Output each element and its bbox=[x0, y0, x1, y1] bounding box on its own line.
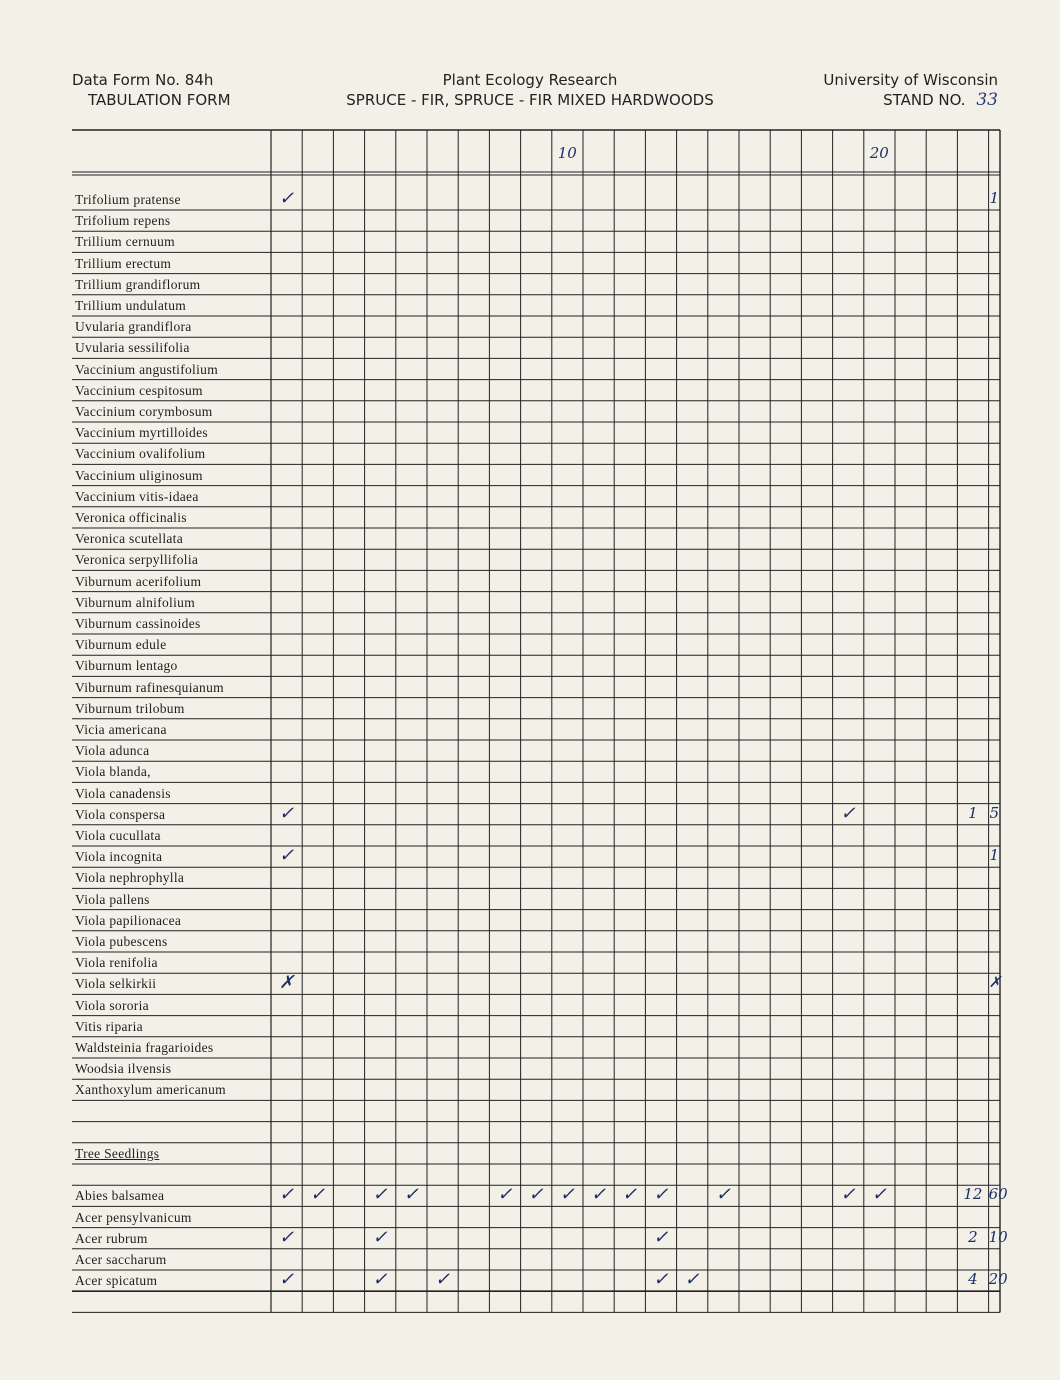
tally-check-mark: ✓ bbox=[310, 1184, 326, 1206]
species-label: Vicia americana bbox=[75, 722, 167, 737]
tally-check-mark: ✓ bbox=[278, 1269, 295, 1291]
tally-check-mark: ✗ bbox=[278, 972, 295, 994]
species-label: Viburnum edule bbox=[75, 637, 167, 653]
species-label: Vaccinium cespitosum bbox=[75, 382, 203, 398]
frequency-total: 60 bbox=[988, 1185, 1008, 1204]
species-label: Tree Seedlings bbox=[75, 1146, 160, 1161]
species-label: Acer saccharum bbox=[75, 1252, 167, 1267]
species-label: Veronica officinalis bbox=[75, 510, 187, 525]
tally-check-mark: ✓ bbox=[278, 1226, 295, 1248]
species-label: Viburnum alnifolium bbox=[75, 594, 196, 610]
species-label: Waldsteinia fragarioides bbox=[75, 1040, 214, 1055]
column-number-marker: 20 bbox=[869, 144, 889, 162]
frequency-total: 1 bbox=[989, 189, 1000, 207]
frequency-count: 12 bbox=[963, 1185, 983, 1204]
species-label: Abies balsamea bbox=[75, 1188, 165, 1204]
tally-check-mark: ✓ bbox=[871, 1184, 887, 1206]
tally-check-mark: ✓ bbox=[497, 1184, 513, 1206]
frequency-count: 1 bbox=[968, 803, 978, 822]
column-number-marker: 10 bbox=[557, 144, 577, 162]
species-label: Trillium undulatum bbox=[75, 298, 187, 313]
species-label: Viola renifolia bbox=[75, 955, 158, 971]
frequency-count: 4 bbox=[968, 1270, 978, 1289]
species-label: Viburnum lentago bbox=[75, 658, 178, 674]
species-label: Viola papilionacea bbox=[75, 912, 182, 928]
species-label: Veronica serpyllifolia bbox=[75, 552, 199, 568]
tally-check-mark: ✓ bbox=[840, 1184, 856, 1206]
stand-value: 33 bbox=[976, 90, 998, 110]
species-label: Viburnum acerifolium bbox=[75, 573, 202, 589]
tally-check-mark: ✓ bbox=[653, 1226, 669, 1248]
frequency-total: 5 bbox=[989, 803, 1000, 822]
species-label: Uvularia grandiflora bbox=[75, 319, 192, 335]
species-label: Trifolium pratense bbox=[75, 192, 181, 207]
frequency-total: ✗ bbox=[988, 973, 1002, 992]
tally-check-mark: ✓ bbox=[840, 802, 856, 824]
species-label: Vaccinium angustifolium bbox=[75, 361, 219, 377]
species-label: Woodsia ilvensis bbox=[75, 1061, 172, 1077]
species-label: Acer rubrum bbox=[75, 1230, 148, 1246]
species-label: Trifolium repens bbox=[75, 213, 171, 229]
tally-check-mark: ✓ bbox=[434, 1269, 451, 1291]
form-title: TABULATION FORM bbox=[88, 91, 231, 109]
tally-check-mark: ✓ bbox=[528, 1184, 544, 1206]
species-label: Xanthoxylum americanum bbox=[75, 1082, 226, 1098]
tally-check-mark: ✓ bbox=[278, 802, 295, 824]
tally-check-mark: ✓ bbox=[559, 1184, 575, 1206]
species-label: Viola incognita bbox=[75, 849, 163, 865]
species-label: Viola adunca bbox=[75, 743, 150, 759]
species-label: Veronica scutellata bbox=[75, 531, 184, 547]
species-label: Acer pensylvanicum bbox=[75, 1209, 192, 1225]
tally-check-mark: ✓ bbox=[653, 1184, 669, 1206]
frequency-total: 1 bbox=[989, 846, 1000, 865]
organization: Plant Ecology Research bbox=[442, 71, 618, 89]
tally-check-mark: ✓ bbox=[372, 1226, 388, 1248]
frequency-total: 20 bbox=[988, 1270, 1008, 1289]
frequency-count: 2 bbox=[968, 1227, 978, 1246]
frequency-total: 10 bbox=[988, 1227, 1008, 1246]
species-label: Vaccinium vitis-idaea bbox=[75, 488, 199, 504]
tally-check-mark: ✓ bbox=[278, 188, 295, 209]
species-label: Viola blanda, bbox=[75, 764, 151, 780]
tally-check-mark: ✓ bbox=[715, 1184, 731, 1206]
species-label: Viola cucullata bbox=[75, 828, 161, 843]
species-label: Trillium grandiflorum bbox=[75, 276, 201, 292]
species-label: Viola selkirkii bbox=[75, 976, 157, 992]
stand-label: STAND NO. bbox=[883, 91, 966, 109]
species-label: Vaccinium ovalifolium bbox=[75, 446, 206, 462]
species-label: Viburnum rafinesquianum bbox=[75, 679, 224, 695]
form-number: Data Form No. 84h bbox=[72, 71, 214, 89]
species-label: Viola pallens bbox=[75, 891, 150, 907]
species-label: Vaccinium myrtilloides bbox=[75, 425, 208, 441]
species-label: Viburnum trilobum bbox=[75, 700, 185, 716]
species-label: Viola sororia bbox=[75, 997, 149, 1013]
form-subtitle: SPRUCE - FIR, SPRUCE - FIR MIXED HARDWOODS bbox=[346, 91, 714, 109]
species-label: Vitis riparia bbox=[75, 1018, 143, 1034]
species-label: Viburnum cassinoides bbox=[75, 616, 201, 631]
tally-check-mark: ✓ bbox=[653, 1269, 669, 1291]
species-label: Viola conspersa bbox=[75, 806, 166, 822]
species-label: Trillium erectum bbox=[75, 255, 172, 271]
species-label: Viola canadensis bbox=[75, 785, 171, 801]
tally-check-mark: ✓ bbox=[684, 1269, 700, 1291]
tally-check-mark: ✓ bbox=[622, 1184, 638, 1206]
species-label: Viola pubescens bbox=[75, 934, 168, 949]
species-label: Acer spicatum bbox=[75, 1273, 158, 1289]
tally-check-mark: ✓ bbox=[372, 1269, 388, 1291]
tally-check-mark: ✓ bbox=[278, 1184, 295, 1206]
university: University of Wisconsin bbox=[823, 71, 998, 89]
species-label: Trillium cernuum bbox=[75, 234, 175, 250]
tally-check-mark: ✓ bbox=[590, 1184, 607, 1206]
species-label: Uvularia sessilifolia bbox=[75, 340, 190, 356]
tally-check-mark: ✓ bbox=[278, 845, 295, 867]
species-label: Viola nephrophylla bbox=[75, 870, 185, 886]
species-label: Vaccinium corymbosum bbox=[75, 404, 213, 419]
tally-check-mark: ✓ bbox=[372, 1184, 388, 1206]
species-label: Vaccinium uliginosum bbox=[75, 467, 203, 483]
tally-check-mark: ✓ bbox=[403, 1184, 419, 1206]
